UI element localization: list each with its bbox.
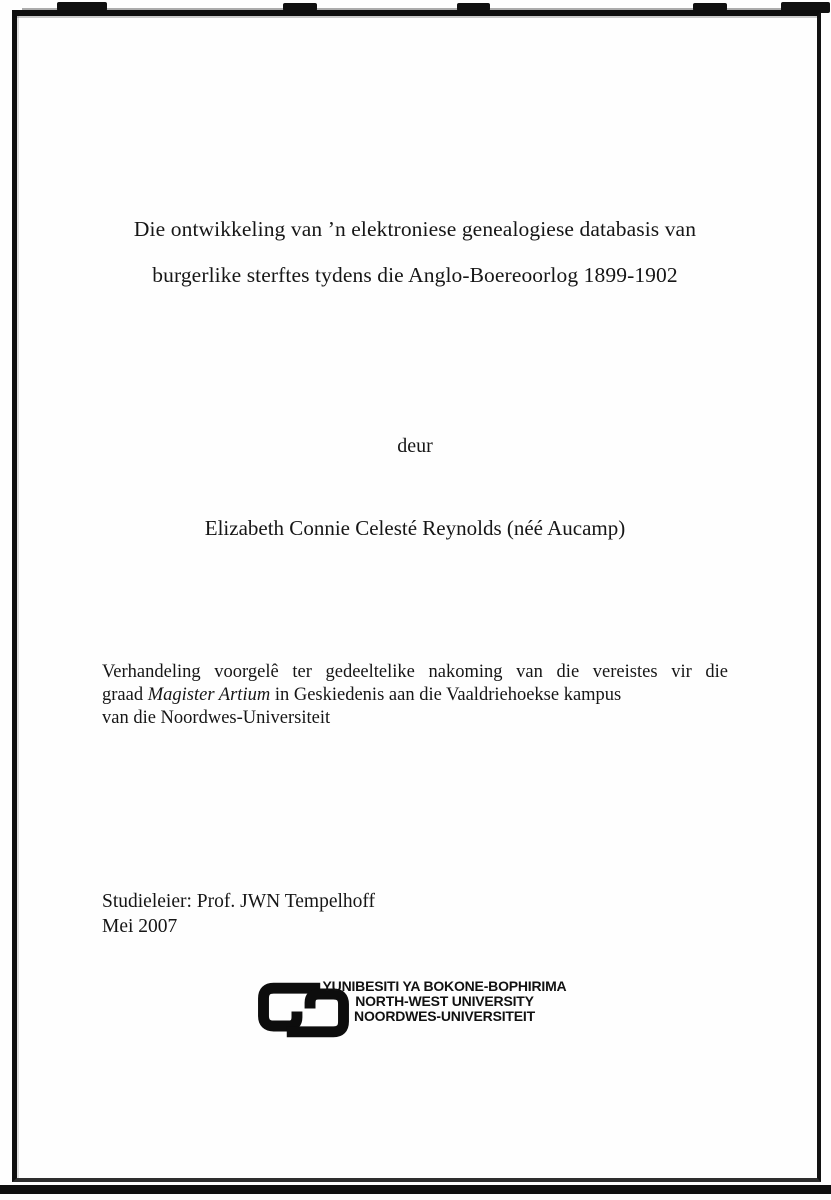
thesis-statement [102,661,728,730]
statement-line-2 [102,684,728,707]
university-name-afrikaans: NOORDWES-UNIVERSITEIT [354,1007,535,1024]
university-name-setswana: YUNIBESITI YA BOKONE-BOPHIRIMA [322,978,567,994]
degree-name: Magister Artium [147,685,271,705]
byline-label: deur [397,435,433,457]
supervisor-line: Studieleier: Prof. JWN Tempelhoff [102,891,376,912]
university-name-english: NORTH-WEST UNIVERSITY [355,992,534,1009]
title-line-1: Die ontwikkeling van ’n elektroniese genealogiese databasis van [133,217,697,241]
author-name: Elizabeth Connie Celesté Reynolds (néé Aucamp) [204,516,626,540]
statement-line-2-post: in Geskiedenis aan die Vaaldriehoekse kampus [270,685,622,705]
statement-line-3: van die Noordwes-Universiteit [102,708,331,728]
university-name-block [317,979,572,1023]
statement-line-1: Verhandeling voorgelê ter gedeeltelike nakoming van die vereistes vir die [102,662,728,682]
statement-line-2-pre: graad [102,685,148,705]
supervisor-block [102,889,375,939]
title-line-2: burgerlike sterftes tydens die Anglo-Boereoorlog 1899-1902 [152,263,678,287]
scan-bottom-band [0,1185,831,1194]
page-title [102,206,728,298]
date-line: Mei 2007 [102,916,178,937]
